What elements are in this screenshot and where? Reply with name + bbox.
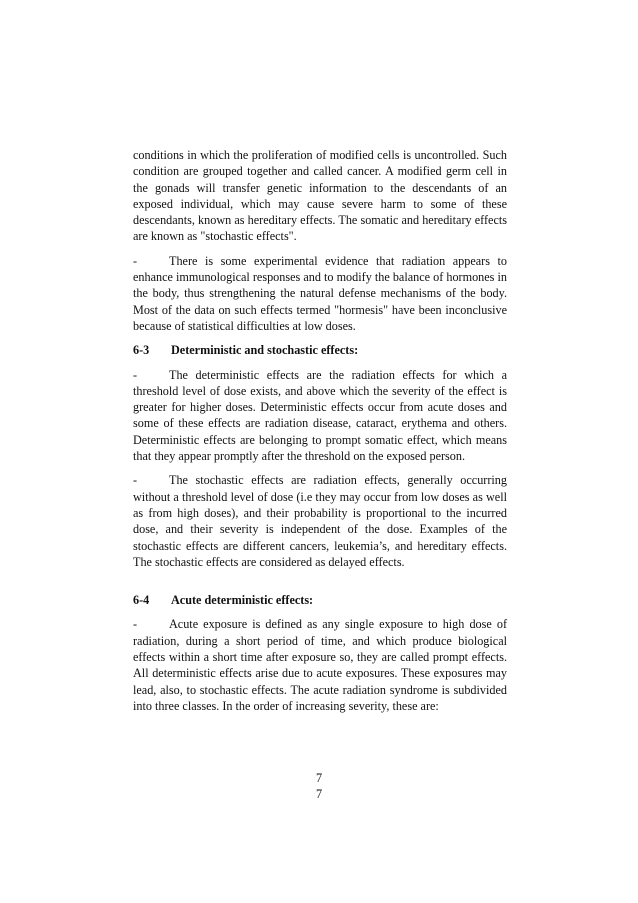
bullet-marker: - [133,473,138,488]
page-number: 7 [315,771,323,785]
section-number: 6-3 [133,343,150,358]
bullet-marker: - [133,617,138,632]
paragraph-stochastic-intro: conditions in which the proliferation of modified cells is uncontrolled. Such condition are grouped together and called cancer. A modified germ cell in the gonads will transfer genetic information to the descendants of an exposed individual, which may cause severe harm to some of these descendants, known as hereditary effects. The somatic and hereditary effects are known as "stochastic effects". [133,148,507,244]
paragraph-acute-exposure [133,616,507,714]
section-title: Acute deterministic effects: [171,593,314,608]
paragraph-text: The stochastic effects are radiation effects, generally occurring without a threshold level of dose (i.e they may occur from low doses as well as from high doses), and their probability is proportional to the incurred dose, and their severity is independent of the dose. Examples of the stochastic effects are different cancers, leukemia’s, and hereditary effects. The stochastic effects are considered as delayed effects. [133,473,507,569]
bullet-marker: - [133,253,138,268]
paragraph-stochastic [133,472,507,570]
paragraph-text: There is some experimental evidence that radiation appears to enhance immunological responses and to modify the balance of hormones in the body, thus strengthening the natural defense mechanisms of the body. Most of the data on such effects termed "hormesis" have been inconclusive because of statistical difficulties at low doses. [133,253,507,333]
section-title: Deterministic and stochastic effects: [171,343,359,358]
paragraph-hormesis [133,253,507,334]
paragraph-text: The deterministic effects are the radiation effects for which a threshold level of dose exists, and above which the severity of the effect is greater for higher doses. Deterministic effects occur from acute doses and some of these effects are radiation disease, cataract, erythema and others. Deterministic effects are belonging to prompt somatic effect, which means that they appear promptly after the threshold on the exposed person. [133,367,507,464]
paragraph-text: Acute exposure is defined as any single exposure to high dose of radiation, during a short period of time, and which produce biological effects within a short time after exposure so, they are called prompt effects. All deterministic effects arise due to acute exposures. These exposures may lead, also, to stochastic effects. The acute radiation syndrome is subdivided into three classes. In the order of increasing severity, these are: [133,617,507,713]
page-number: 7 [315,787,323,801]
paragraph-deterministic [133,367,507,465]
section-heading-6-3 [133,342,507,358]
section-number: 6-4 [133,593,150,608]
bullet-marker: - [133,367,138,382]
section-heading-6-4 [133,592,507,608]
page-body [133,147,507,722]
